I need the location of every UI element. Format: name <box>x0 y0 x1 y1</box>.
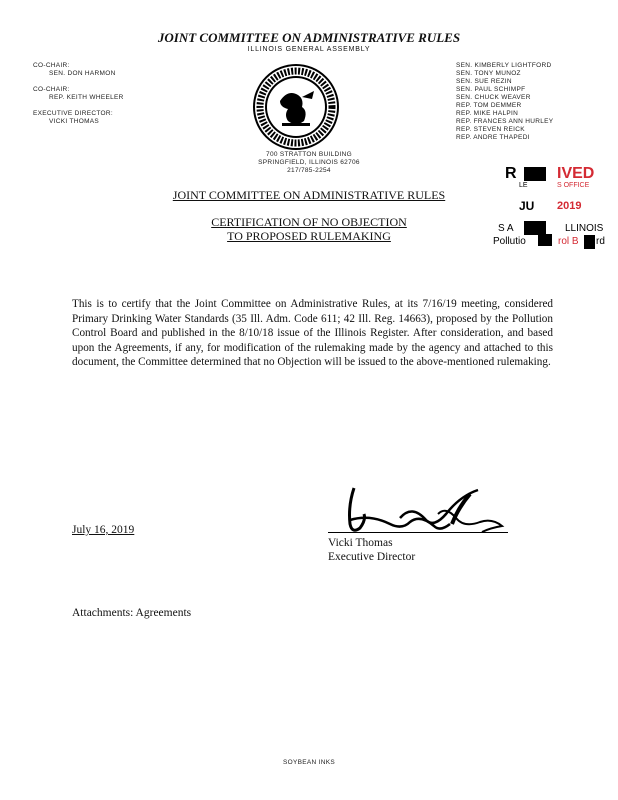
redaction-bar <box>524 167 546 181</box>
stamp-line5-mid: rol B <box>558 236 579 247</box>
document-heading: JOINT COMMITTEE ON ADMINISTRATIVE RULES <box>172 188 446 202</box>
stamp-line3-left: JU <box>519 199 535 213</box>
signer-name: Vicki Thomas <box>328 537 393 549</box>
state-seal-icon <box>252 63 340 151</box>
member-item: REP. FRANCES ANN HURLEY <box>456 118 554 125</box>
footer-note: SOYBEAN INKS <box>282 759 335 766</box>
signer-title: Executive Director <box>328 551 416 563</box>
certification-body: This is to certify that the Joint Committee on Administrative Rules, at its 7/16/19 meeting, considered Primary Drinking Water Standards (35 Ill. Adm. Code 611; 42 Ill. Reg. 14663), proposed by the Pollution Control Board and published in the 8/10/18 issue of the Illinois Register. After consideration, and based upon the Agreements, if any, for modification of the rulemaking made by the agency and attached to this document, the Committee determined that no Objection will be issued to the above-mentioned rulemaking. <box>72 298 553 369</box>
stamp-line3-right: 2019 <box>557 200 582 212</box>
co-chair-2-label: CO-CHAIR: <box>33 86 70 93</box>
member-item: REP. MIKE HALPIN <box>456 110 519 117</box>
member-item: REP. TOM DEMMER <box>456 102 522 109</box>
signature-line <box>328 532 508 533</box>
signer-block <box>328 536 415 564</box>
certification-date: July 16, 2019 <box>72 524 135 536</box>
stamp-line5-left: Pollutio <box>493 236 526 247</box>
committee-members-list <box>456 62 586 142</box>
co-chair-1-label: CO-CHAIR: <box>33 62 70 69</box>
stamp-line4-left: S A <box>498 223 514 234</box>
certification-title-line1: CERTIFICATION OF NO OBJECTION <box>211 215 407 229</box>
letterhead-subtitle: ILLINOIS GENERAL ASSEMBLY <box>247 46 371 53</box>
member-item: REP. STEVEN REICK <box>456 126 525 133</box>
certification-title-line2: TO PROPOSED RULEMAKING <box>227 229 391 243</box>
member-item: SEN. PAUL SCHIMPF <box>456 86 526 93</box>
letterhead-officers <box>33 62 163 126</box>
stamp-line1-right: IVED <box>557 165 595 182</box>
director-name: VICKI THOMAS <box>49 118 100 125</box>
co-chair-1-name: SEN. DON HARMON <box>49 70 116 77</box>
letterhead-title: JOINT COMMITTEE ON ADMINISTRATIVE RULES <box>157 30 461 45</box>
stamp-line2-left: LE <box>519 182 528 189</box>
director-label: EXECUTIVE DIRECTOR: <box>33 110 113 117</box>
stamp-line5-right: rd <box>596 236 605 247</box>
member-item: SEN. CHUCK WEAVER <box>456 94 531 101</box>
member-item: SEN. KIMBERLY LIGHTFORD <box>456 62 552 69</box>
stamp-line1-left: R <box>505 165 517 182</box>
address-line: 700 STRATTON BUILDING <box>266 151 352 158</box>
member-item: SEN. TONY MUNOZ <box>456 70 521 77</box>
member-item: REP. ANDRE THAPEDI <box>456 134 530 141</box>
co-chair-2-name: REP. KEITH WHEELER <box>49 94 124 101</box>
attachments-line: Attachments: Agreements <box>72 607 192 619</box>
member-item: SEN. SUE REZIN <box>456 78 512 85</box>
stamp-line4-right: LLINOIS <box>565 223 604 234</box>
address-line: SPRINGFIELD, ILLINOIS 62706 <box>258 159 360 166</box>
address-line: 217/785-2254 <box>287 167 331 174</box>
stamp-line2-right: S OFFICE <box>557 182 590 189</box>
